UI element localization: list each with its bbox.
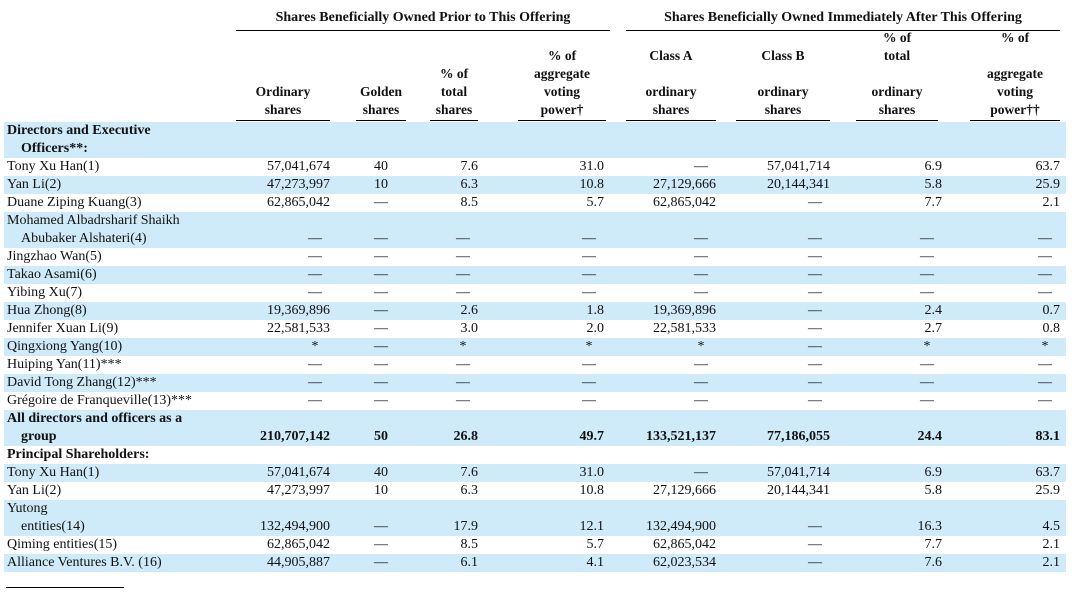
cell-value: — (582, 357, 596, 372)
cell-value: 62,865,042 (653, 195, 716, 210)
row-name (7, 392, 192, 410)
cell-value: 0.7 (1042, 303, 1060, 318)
column-header-line: shares (435, 102, 473, 117)
cell-value: — (456, 375, 470, 390)
row-name (7, 320, 118, 338)
cell-value: — (808, 357, 822, 372)
cell-value: — (374, 321, 388, 336)
table-row (4, 302, 1066, 320)
cell-value: — (920, 357, 934, 372)
column-header (736, 47, 830, 119)
cell-value: — (308, 231, 322, 246)
cell-value: 31.0 (579, 159, 604, 174)
column-header-line: ordinary (871, 84, 923, 99)
cell-value: 5.7 (586, 537, 604, 552)
column-header (236, 83, 330, 119)
cell-value: — (1038, 375, 1052, 390)
cell-value: — (308, 357, 322, 372)
column-header (970, 29, 1060, 119)
row-name (7, 212, 180, 248)
cell-value: * (923, 339, 931, 354)
cell-value: 62,865,042 (653, 537, 716, 552)
cell-value: 27,129,666 (653, 177, 716, 192)
cell-value: — (808, 393, 822, 408)
row-name-line: Abubaker Alshateri(4) (21, 231, 147, 246)
cell-value: — (694, 285, 708, 300)
column-header-rule (970, 120, 1060, 121)
cell-value: 83.1 (1035, 429, 1060, 444)
cell-value: — (374, 519, 388, 534)
cell-value: — (308, 375, 322, 390)
column-header-line: shares (362, 102, 400, 117)
cell-value: — (808, 231, 822, 246)
column-header-rule (626, 120, 716, 121)
cell-value: 19,369,896 (653, 303, 716, 318)
row-name-line: Huiping Yan(11)*** (7, 357, 122, 372)
cell-value: 8.5 (460, 537, 478, 552)
cell-value: 2.6 (460, 303, 478, 318)
table-row (4, 284, 1066, 302)
row-name (7, 194, 142, 212)
row-name (7, 410, 182, 446)
row-name (7, 302, 87, 320)
cell-value: 57,041,674 (267, 465, 330, 480)
row-name-line: Principal Shareholders: (7, 447, 150, 462)
cell-value: — (808, 249, 822, 264)
cell-value: — (308, 393, 322, 408)
cell-value: 20,144,341 (767, 483, 830, 498)
table-row (4, 536, 1066, 554)
group-header-prior-rule (236, 30, 610, 31)
cell-value: 63.7 (1035, 159, 1060, 174)
row-name (7, 464, 99, 482)
cell-value: — (920, 393, 934, 408)
table-row (4, 320, 1066, 338)
column-header-line: voting (996, 84, 1033, 99)
column-header-line: % of (547, 48, 577, 63)
column-header-line: % of (882, 30, 912, 45)
cell-value: — (308, 285, 322, 300)
cell-value: 6.9 (924, 465, 942, 480)
cell-value: 6.1 (460, 555, 478, 570)
column-header-line: % of (1000, 30, 1030, 45)
column-header-line: % of (439, 66, 469, 81)
cell-value: — (456, 357, 470, 372)
cell-value: 10.8 (579, 177, 604, 192)
cell-value: 62,865,042 (267, 195, 330, 210)
cell-value: 19,369,896 (267, 303, 330, 318)
column-header-line: Class B (761, 48, 805, 63)
cell-value: 10 (374, 483, 388, 498)
cell-value: — (308, 267, 322, 282)
cell-value: — (456, 393, 470, 408)
row-name-line: Alliance Ventures B.V. (16) (7, 555, 162, 570)
row-name-line: David Tong Zhang(12)*** (7, 375, 157, 390)
cell-value: 25.9 (1035, 483, 1060, 498)
cell-value: — (808, 195, 822, 210)
row-name (7, 500, 85, 536)
cell-value: 6.3 (460, 177, 478, 192)
cell-value: 6.9 (924, 159, 942, 174)
cell-value: — (1038, 267, 1052, 282)
column-header-rule (430, 120, 478, 121)
row-name-line: Takao Asami(6) (7, 267, 97, 282)
table-row (4, 176, 1066, 194)
cell-value: * (585, 339, 593, 354)
cell-value: 7.6 (924, 555, 942, 570)
cell-value: — (808, 375, 822, 390)
cell-value: — (374, 267, 388, 282)
cell-value: 4.5 (1042, 519, 1060, 534)
column-header-line: Ordinary (255, 84, 311, 99)
row-name-line: entities(14) (21, 519, 85, 534)
table-row (4, 212, 1066, 248)
cell-value: 2.1 (1042, 195, 1060, 210)
table-row (4, 356, 1066, 374)
cell-value: 31.0 (579, 465, 604, 480)
cell-value: — (920, 267, 934, 282)
cell-value: 132,494,900 (646, 519, 716, 534)
row-name-line: Qiming entities(15) (7, 537, 118, 552)
group-header-after: Shares Beneficially Owned Immediately After This Offering (664, 10, 1022, 25)
row-name-line: All directors and officers as a (7, 411, 183, 426)
row-name-line: Tony Xu Han(1) (7, 465, 100, 480)
cell-value: — (808, 303, 822, 318)
column-header-line: voting (543, 84, 580, 99)
column-header-line: Golden (359, 84, 402, 99)
cell-value: — (1038, 357, 1052, 372)
column-header-rule (856, 120, 938, 121)
cell-value: — (1038, 231, 1052, 246)
column-header-rule (518, 120, 606, 121)
row-name-line: Yutong (7, 501, 48, 516)
cell-value: — (694, 357, 708, 372)
cell-value: — (694, 465, 708, 480)
column-header-line (856, 65, 938, 83)
cell-value: 17.9 (453, 519, 478, 534)
cell-value: — (694, 393, 708, 408)
cell-value: — (374, 249, 388, 264)
table-row (4, 554, 1066, 572)
row-name-line: Jennifer Xuan Li(9) (7, 321, 119, 336)
cell-value: — (808, 339, 822, 354)
row-name-line: Officers**: (21, 141, 88, 156)
cell-value: * (1041, 339, 1049, 354)
cell-value: — (456, 231, 470, 246)
cell-value: * (459, 339, 467, 354)
cell-value: — (1038, 249, 1052, 264)
cell-value: 77,186,055 (767, 429, 830, 444)
column-header-rule (236, 120, 330, 121)
row-name-line: Jingzhao Wan(5) (7, 249, 102, 264)
column-header-line: power† (540, 102, 584, 117)
column-header-line: shares (264, 102, 302, 117)
column-header (356, 83, 406, 119)
section-header-row (4, 122, 1066, 158)
cell-value: 1.8 (586, 303, 604, 318)
cell-value: — (694, 249, 708, 264)
cell-value: 57,041,714 (767, 159, 830, 174)
column-header-line (736, 65, 830, 83)
column-header-line: shares (878, 102, 916, 117)
cell-value: 25.9 (1035, 177, 1060, 192)
column-header-line: shares (652, 102, 690, 117)
cell-value: — (374, 285, 388, 300)
column-header-rule (356, 120, 406, 121)
cell-value: — (582, 285, 596, 300)
cell-value: 57,041,674 (267, 159, 330, 174)
cell-value: 5.8 (924, 177, 942, 192)
cell-value: 62,023,534 (653, 555, 716, 570)
cell-value: * (311, 339, 319, 354)
table-row (4, 158, 1066, 176)
column-header-line: aggregate (534, 66, 590, 81)
cell-value: 44,905,887 (267, 555, 330, 570)
cell-value: — (808, 267, 822, 282)
cell-value: 7.6 (460, 159, 478, 174)
row-name-line: Tony Xu Han(1) (7, 159, 100, 174)
row-name (7, 284, 82, 302)
cell-value: 62,865,042 (267, 537, 330, 552)
cell-value: 2.7 (924, 321, 942, 336)
row-name (7, 446, 149, 464)
row-name (7, 176, 61, 194)
cell-value: — (374, 555, 388, 570)
cell-value: 16.3 (917, 519, 942, 534)
row-name (7, 338, 122, 356)
row-name-line: Mohamed Albadrsharif Shaikh (7, 213, 180, 228)
row-name (7, 122, 151, 158)
cell-value: 40 (374, 159, 388, 174)
row-name (7, 554, 162, 572)
cell-value: 5.8 (924, 483, 942, 498)
column-header-line: aggregate (987, 66, 1043, 81)
row-name (7, 158, 99, 176)
cell-value: 10 (374, 177, 388, 192)
cell-value: 47,273,997 (267, 177, 330, 192)
row-name-line: Yibing Xu(7) (7, 285, 83, 300)
cell-value: — (582, 231, 596, 246)
cell-value: 133,521,137 (646, 429, 716, 444)
cell-value: — (808, 519, 822, 534)
table-row (4, 266, 1066, 284)
cell-value: 26.8 (453, 429, 478, 444)
cell-value: 40 (374, 465, 388, 480)
cell-value: 4.1 (586, 555, 604, 570)
column-header (856, 29, 938, 119)
cell-value: — (808, 537, 822, 552)
column-header (430, 65, 478, 119)
cell-value: — (920, 285, 934, 300)
cell-value: — (1038, 393, 1052, 408)
cell-value: 63.7 (1035, 465, 1060, 480)
cell-value: — (374, 303, 388, 318)
row-name-line: Hua Zhong(8) (7, 303, 87, 318)
cell-value: 7.7 (924, 537, 942, 552)
cell-value: 5.7 (586, 195, 604, 210)
column-header (518, 47, 606, 119)
row-name (7, 374, 157, 392)
cell-value: — (374, 375, 388, 390)
cell-value: 24.4 (917, 429, 942, 444)
table-row (4, 410, 1066, 446)
table-row (4, 248, 1066, 266)
cell-value: — (808, 321, 822, 336)
table-row (4, 482, 1066, 500)
table-row (4, 374, 1066, 392)
cell-value: 20,144,341 (767, 177, 830, 192)
row-name (7, 536, 117, 554)
row-name (7, 482, 61, 500)
table-row (4, 194, 1066, 212)
cell-value: 2.0 (586, 321, 604, 336)
cell-value: 47,273,997 (267, 483, 330, 498)
row-name-line: Qingxiong Yang(10) (7, 339, 123, 354)
column-header (626, 47, 716, 119)
cell-value: — (694, 159, 708, 174)
column-header-line: shares (764, 102, 802, 117)
cell-value: — (582, 393, 596, 408)
cell-value: — (1038, 285, 1052, 300)
row-name-line: Directors and Executive (7, 123, 151, 138)
column-header-line (626, 65, 716, 83)
column-header-line: total (440, 84, 468, 99)
column-header-line: Class A (649, 48, 693, 63)
cell-value: — (456, 249, 470, 264)
cell-value: 0.8 (1042, 321, 1060, 336)
group-header-prior: Shares Beneficially Owned Prior to This Offering (275, 10, 571, 25)
cell-value: — (582, 249, 596, 264)
section-header-row (4, 446, 1066, 464)
cell-value: — (456, 285, 470, 300)
cell-value: 57,041,714 (767, 465, 830, 480)
cell-value: — (694, 375, 708, 390)
row-name (7, 356, 122, 374)
row-name-line: Grégoire de Franqueville(13)*** (7, 393, 193, 408)
row-name-line: Duane Ziping Kuang(3) (7, 195, 142, 210)
cell-value: 2.4 (924, 303, 942, 318)
row-name (7, 248, 102, 266)
cell-value: 210,707,142 (260, 429, 330, 444)
cell-value: 12.1 (579, 519, 604, 534)
cell-value: — (374, 357, 388, 372)
cell-value: 49.7 (579, 429, 604, 444)
cell-value: — (808, 285, 822, 300)
cell-value: 6.3 (460, 483, 478, 498)
cell-value: * (697, 339, 705, 354)
cell-value: 22,581,533 (653, 321, 716, 336)
row-name-line: group (21, 429, 57, 444)
cell-value: — (694, 267, 708, 282)
cell-value: 2.1 (1042, 537, 1060, 552)
cell-value: 132,494,900 (260, 519, 330, 534)
column-header-rule (736, 120, 830, 121)
cell-value: — (308, 249, 322, 264)
row-name-line: Yan Li(2) (7, 483, 62, 498)
cell-value: — (374, 537, 388, 552)
cell-value: — (374, 339, 388, 354)
column-header-line (970, 47, 1060, 65)
table-row (4, 464, 1066, 482)
table-row (4, 500, 1066, 536)
cell-value: 2.1 (1042, 555, 1060, 570)
cell-value: 10.8 (579, 483, 604, 498)
column-header-line: ordinary (645, 84, 697, 99)
cell-value: — (374, 231, 388, 246)
cell-value: — (374, 393, 388, 408)
footnote-rule (6, 587, 124, 588)
cell-value: — (582, 375, 596, 390)
cell-value: — (920, 375, 934, 390)
cell-value: 7.6 (460, 465, 478, 480)
cell-value: 7.7 (924, 195, 942, 210)
cell-value: 3.0 (460, 321, 478, 336)
column-header-line: ordinary (757, 84, 809, 99)
cell-value: — (920, 249, 934, 264)
cell-value: — (920, 231, 934, 246)
cell-value: 22,581,533 (267, 321, 330, 336)
row-name (7, 266, 97, 284)
row-name-line: Yan Li(2) (7, 177, 62, 192)
cell-value: 50 (374, 429, 388, 444)
table-row (4, 392, 1066, 410)
cell-value: — (582, 267, 596, 282)
cell-value: — (694, 231, 708, 246)
column-header-line: power†† (990, 102, 1040, 117)
table-row (4, 338, 1066, 356)
cell-value: 27,129,666 (653, 483, 716, 498)
cell-value: — (808, 555, 822, 570)
cell-value: — (374, 195, 388, 210)
cell-value: 8.5 (460, 195, 478, 210)
column-header-line: total (883, 48, 911, 63)
cell-value: — (456, 267, 470, 282)
